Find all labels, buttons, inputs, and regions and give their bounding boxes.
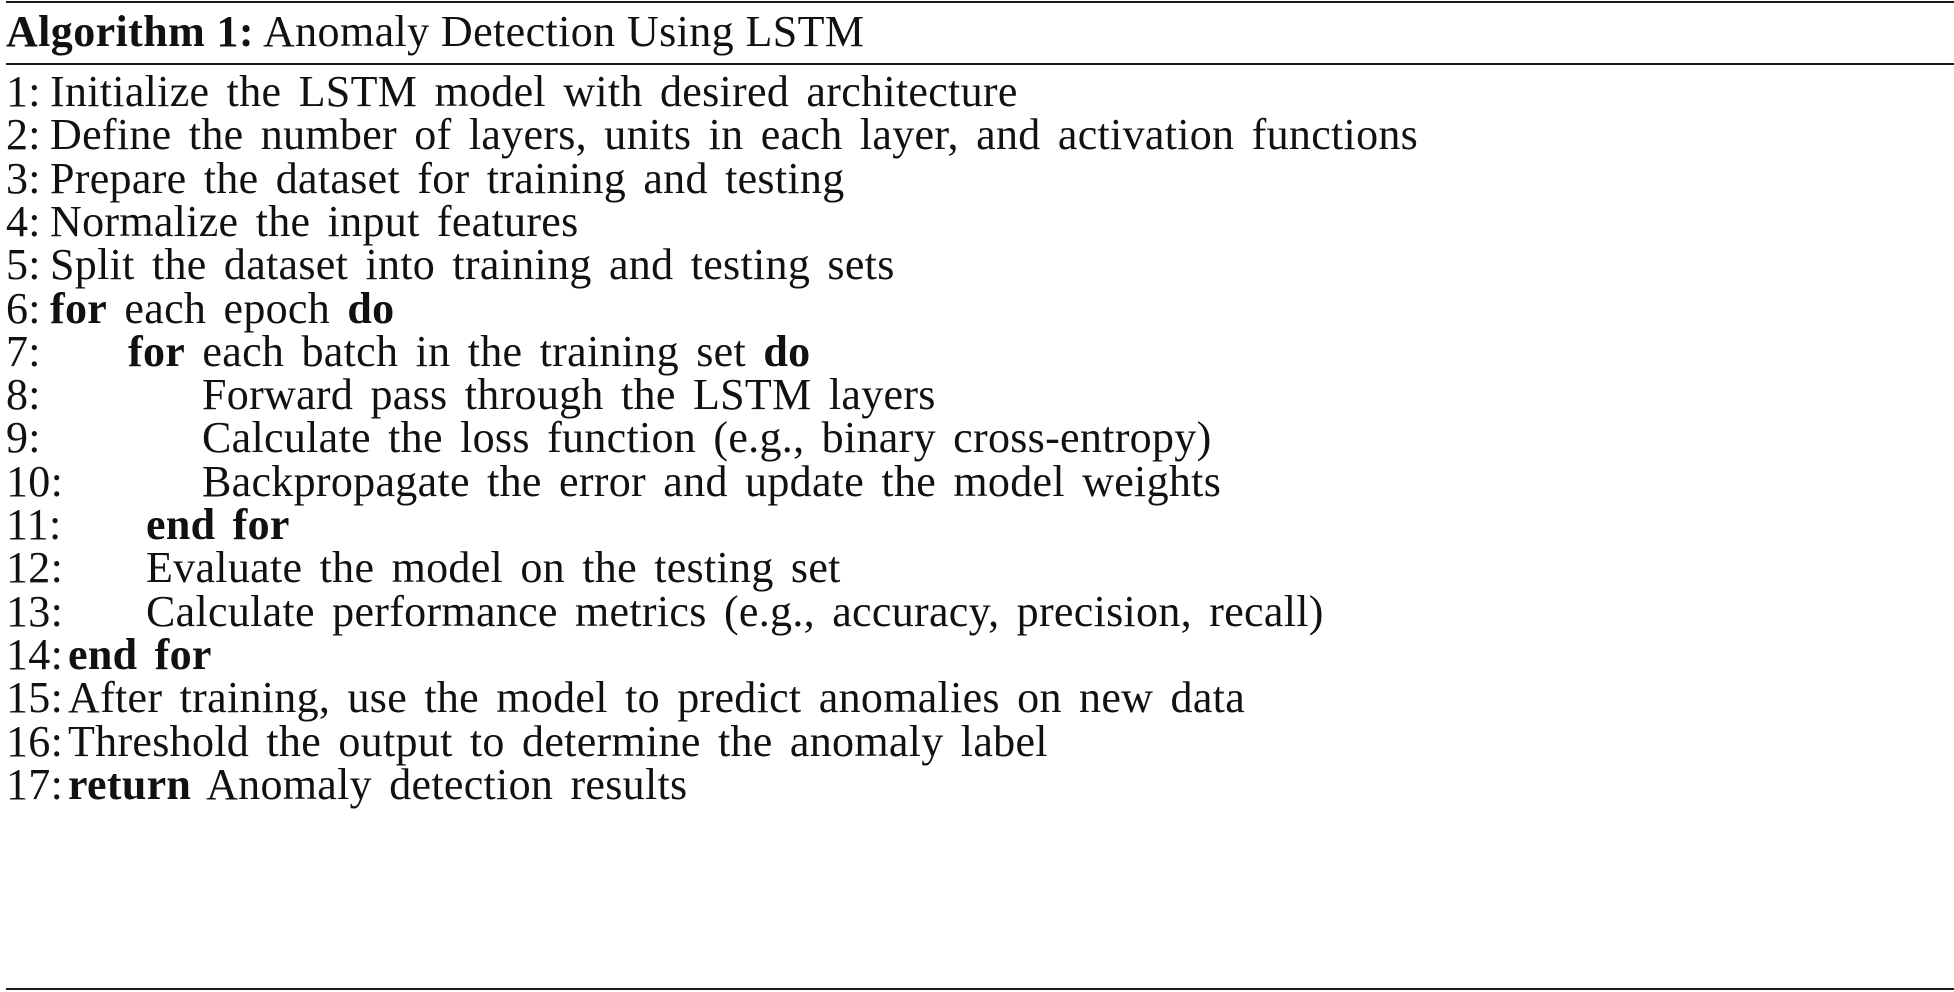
top-rule (6, 1, 1954, 3)
statement-text: Anomaly detection results (206, 759, 688, 809)
line-number: 5: (6, 240, 41, 290)
keyword: do (347, 283, 395, 333)
statement-text: Evaluate the model on the testing set (146, 543, 841, 593)
bottom-rule (6, 988, 1954, 990)
line-text (146, 586, 1324, 638)
line-text (202, 456, 1221, 508)
statement-text: Forward pass through the LSTM layers (202, 370, 936, 420)
algorithm-label: Algorithm 1: (6, 7, 254, 56)
statement-text: each epoch (124, 283, 331, 333)
statement-text: Define the number of layers, units in each layer, and activation functions (50, 110, 1419, 160)
statement-text: Threshold the output to determine the anomaly label (68, 716, 1048, 766)
line-number: 7: (6, 326, 41, 376)
statement-text: After training, use the model to predict anomalies on new data (68, 673, 1246, 723)
line-number: 4: (6, 196, 41, 246)
line-number: 14: (6, 629, 64, 679)
line-number: 2: (6, 110, 41, 160)
statement-text: Calculate performance metrics (e.g., accuracy, precision, recall) (146, 586, 1324, 636)
line-number: 13: (6, 586, 64, 636)
line-number: 1: (6, 67, 41, 116)
keyword: end for (146, 500, 290, 549)
caption-rule (6, 63, 1954, 65)
line-text (68, 759, 687, 811)
keyword: for (128, 326, 186, 376)
keyword: for (50, 283, 108, 333)
algorithm-caption (6, 6, 864, 58)
line-number: 15: (6, 673, 64, 723)
statement-text: Prepare the dataset for training and testing (50, 153, 845, 203)
statement-text: Calculate the loss function (e.g., binary cross-entropy) (202, 413, 1212, 463)
line-number: 6: (6, 283, 41, 333)
line-number: 17: (6, 759, 64, 809)
algorithm-title: Anomaly Detection Using LSTM (262, 7, 865, 56)
statement-text: Initialize the LSTM model with desired architecture (50, 67, 1018, 116)
keyword: return (68, 759, 192, 809)
line-number: 16: (6, 716, 64, 766)
keyword: end for (68, 629, 212, 679)
line-number: 12: (6, 543, 64, 593)
line-number: 3: (6, 153, 41, 203)
statement-text: Normalize the input features (50, 196, 579, 246)
line-number: 8: (6, 370, 41, 420)
statement-text: Split the dataset into training and testing sets (50, 240, 895, 290)
keyword: do (763, 326, 811, 376)
line-number: 10: (6, 456, 64, 506)
line-number: 11: (6, 500, 62, 549)
statement-text: each batch in the training set (202, 326, 746, 376)
statement-text: Backpropagate the error and update the model weights (202, 456, 1222, 506)
line-number: 9: (6, 413, 41, 463)
